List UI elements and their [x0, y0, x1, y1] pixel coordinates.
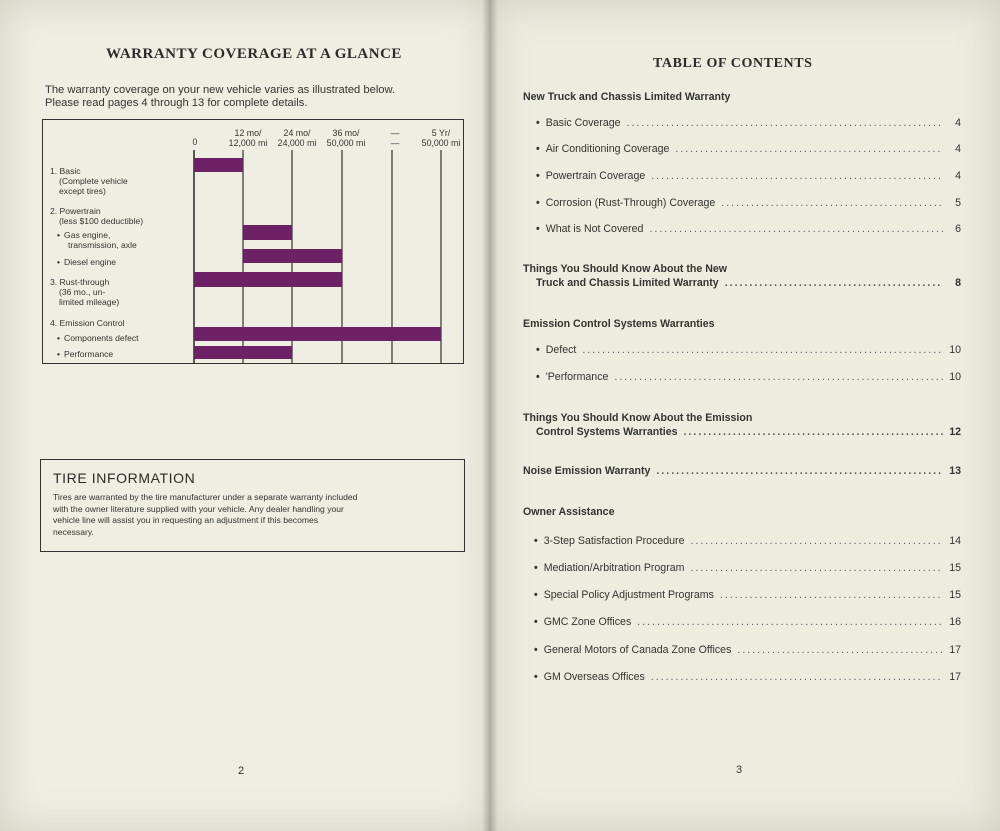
- row-rust: 3. Rust-through (36 mo., un- limited mileage): [50, 277, 120, 307]
- col-head-3: 36 mo/ 50,000 mi: [326, 128, 366, 148]
- col-head-4: — —: [390, 128, 400, 148]
- coverage-bar: [194, 272, 342, 287]
- row-emission: 4. Emission Control: [50, 318, 125, 328]
- row-gas-engine: • Gas engine, transmission, axle: [57, 230, 137, 250]
- tire-information-box: [40, 459, 465, 552]
- intro-text: [45, 84, 470, 110]
- row-powertrain: 2. Powertrain (less $100 deductible): [50, 206, 144, 226]
- coverage-bar: [194, 327, 441, 341]
- toc-section-noise-emission[interactable]: Noise Emission Warranty ..... 13: [523, 465, 961, 477]
- left-page-number: 2: [238, 765, 245, 777]
- coverage-bar: [194, 158, 243, 172]
- table-of-contents-title: TABLE OF CONTENTS: [653, 56, 813, 71]
- toc-item-corrosion[interactable]: • Corrosion (Rust-Through) Coverage ..... 5: [536, 197, 961, 209]
- toc-item-defect[interactable]: • Defect ..... 10: [536, 344, 961, 356]
- tire-information-title: TIRE INFORMATION: [53, 470, 196, 486]
- col-head-2: 24 mo/ 24,000 mi: [277, 128, 317, 148]
- intro-line-2: Please read pages 4 through 13 for complete details.: [45, 97, 308, 109]
- toc-item-special-policy[interactable]: • Special Policy Adjustment Programs ..... 15: [534, 589, 961, 601]
- coverage-bar: [243, 249, 342, 263]
- toc-section-things-emission[interactable]: Things You Should Know About the Emission: [523, 412, 753, 424]
- left-page: [0, 0, 490, 831]
- toc-item-gmc-zone[interactable]: • GMC Zone Offices ..... 16: [534, 616, 961, 628]
- toc-item-not-covered[interactable]: • What is Not Covered ..... 6: [536, 223, 961, 235]
- toc-item-3-step[interactable]: • 3-Step Satisfaction Procedure ..... 14: [534, 535, 961, 547]
- toc-section-things-emission-line2[interactable]: Control Systems Warranties ..... 12: [536, 426, 961, 438]
- warranty-coverage-title: WARRANTY COVERAGE AT A GLANCE: [106, 46, 402, 62]
- tire-information-text: Tires are warranted by the tire manufacturer under a separate warranty included with the owner literature supplied with your vehicle. Any dealer handling your vehicle line will assist you in requesting an adjustment if this becomes necessary.: [53, 492, 358, 537]
- toc-item-powertrain[interactable]: • Powertrain Coverage ..... 4: [536, 170, 961, 182]
- toc-section-things-new-truck-line2[interactable]: Truck and Chassis Limited Warranty ..... 8: [536, 277, 961, 289]
- toc-item-canada-zone[interactable]: • General Motors of Canada Zone Offices ..... 17: [534, 644, 961, 656]
- book-gutter: [482, 0, 498, 831]
- col-head-5: 5 Yr/ 50,000 mi: [421, 128, 461, 148]
- col-head-0: 0: [192, 137, 198, 147]
- row-basic: 1. Basic (Complete vehicle except tires): [50, 166, 128, 196]
- row-components: • Components defect: [57, 333, 139, 343]
- toc-section-things-new-truck[interactable]: Things You Should Know About the New: [523, 263, 728, 275]
- col-head-1: 12 mo/ 12,000 mi: [228, 128, 268, 148]
- toc-section-owner-assistance[interactable]: Owner Assistance: [523, 506, 615, 518]
- intro-line-1: The warranty coverage on your new vehicle varies as illustrated below.: [45, 84, 396, 96]
- row-performance: • Performance: [57, 349, 114, 359]
- toc-section-new-truck[interactable]: New Truck and Chassis Limited Warranty: [523, 91, 731, 103]
- toc-item-basic-coverage[interactable]: • Basic Coverage ..... 4: [536, 117, 961, 129]
- toc-item-overseas[interactable]: • GM Overseas Offices ..... 17: [534, 671, 961, 683]
- row-diesel: • Diesel engine: [57, 257, 117, 267]
- toc-item-air-conditioning[interactable]: • Air Conditioning Coverage ..... 4: [536, 143, 961, 155]
- coverage-chart: [42, 119, 464, 364]
- coverage-bar: [243, 225, 292, 240]
- right-page-number: 3: [736, 764, 743, 776]
- toc-section-emission-control[interactable]: Emission Control Systems Warranties: [523, 318, 715, 330]
- toc-item-mediation[interactable]: • Mediation/Arbitration Program ..... 15: [534, 562, 961, 574]
- coverage-bar: [194, 346, 292, 359]
- toc-item-performance[interactable]: • 'Performance ..... 10: [536, 371, 961, 383]
